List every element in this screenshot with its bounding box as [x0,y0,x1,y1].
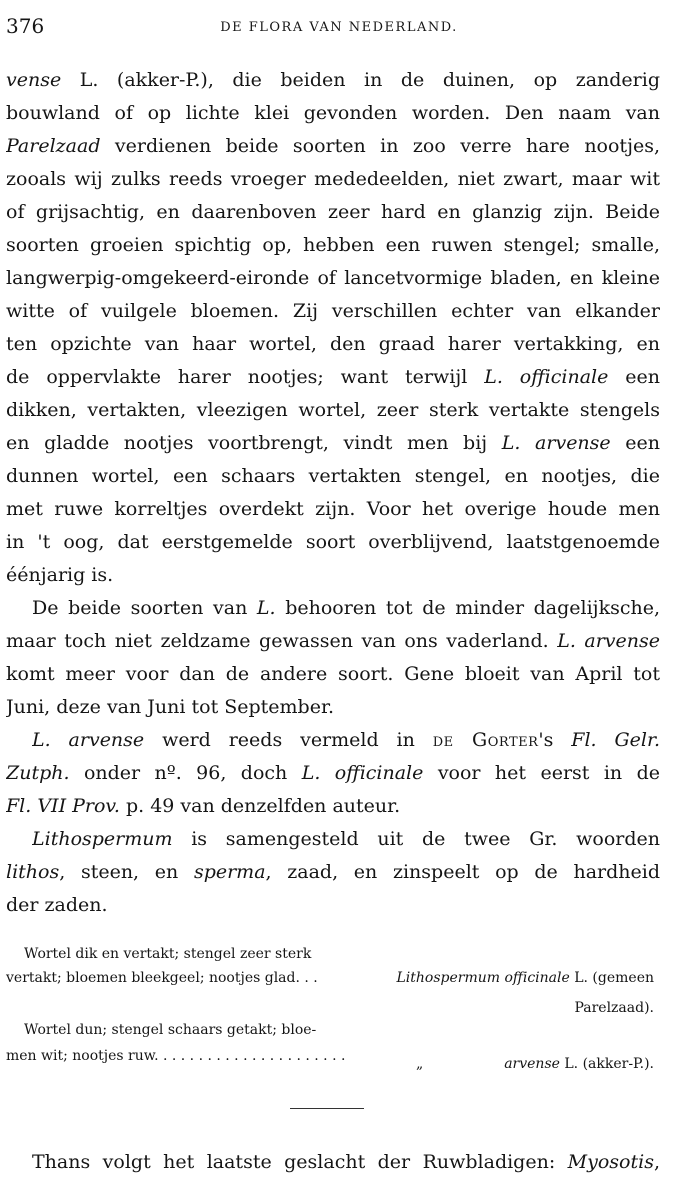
text-line: Lithospermum is samengesteld uit de twee Gr. woorden [32,828,660,850]
text-line: Juni, deze van Juni tot September. [6,696,335,718]
key-line: Wortel dun; stengel schaars getakt; bloe- [24,1022,317,1038]
text-line: Fl. VII Prov. p. 49 van denzelfden auteur. [6,795,401,817]
text-line: Parelzaad verdienen beide soorten in zoo verre hare nootjes, [6,135,660,157]
text-line: zooals wij zulks reeds vroeger mededeelden, niet zwart, maar wit [6,168,660,190]
text-line: dikken, vertakten, vleezigen wortel, zeer sterk vertakte stengels [6,399,660,421]
text-line: of grijsachtig, en daarenboven zeer hard en glanzig zijn. Beide [6,201,660,223]
text-line: bouwland of op lichte klei gevonden worden. Den naam van [6,102,660,124]
text-line: soorten groeien spichtig op, hebben een ruwen stengel; smalle, [6,234,660,256]
text-line: langwerpig-omgekeerd-eironde of lancetvormige bladen, en kleine [6,267,660,289]
key-taxon: Lithospermum officinale L. (gemeen [396,970,654,986]
key-line: men wit; nootjes ruw. . . . . . . . . . . . . . . . . . . . . . [6,1048,346,1064]
text-line: der zaden. [6,894,108,916]
text-line: de oppervlakte harer nootjes; want terwijl L. officinale een [6,366,660,388]
page-number: 376 [6,14,45,38]
text-line: L. arvense werd reeds vermeld in de Gorter's Fl. Gelr. [32,729,660,751]
text-line: lithos, steen, en sperma, zaad, en zinspeelt op de hardheid [6,861,660,883]
key-line: Wortel dik en vertakt; stengel zeer sterk [24,946,312,962]
text-line: komt meer voor dan de andere soort. Gene bloeit van April tot [6,663,660,685]
text-line: vense L. (akker-P.), die beiden in de duinen, op zanderig [6,69,660,91]
text-line: en gladde nootjes voortbrengt, vindt men bij L. arvense een [6,432,660,454]
section-divider [290,1108,364,1109]
text-line: met ruwe korreltjes overdekt zijn. Voor het overige houde men [6,498,660,520]
text-line: ten opzichte van haar wortel, den graad harer vertakking, en [6,333,660,355]
text-line: Zutph. onder nº. 96, doch L. officinale voor het eerst in de [6,762,660,784]
running-title: DE FLORA VAN NEDERLAND. [220,20,458,35]
text-line: maar toch niet zeldzame gewassen van ons vaderland. L. arvense [6,630,660,652]
text-line: Thans volgt het laatste geslacht der Ruwbladigen: Myosotis, [32,1151,660,1173]
text-line: dunnen wortel, een schaars vertakten stengel, en nootjes, die [6,465,660,487]
text-line: éénjarig is. [6,564,114,586]
key-line: vertakt; bloemen bleekgeel; nootjes glad. . . [6,970,318,986]
text-line: witte of vuilgele bloemen. Zij verschillen echter van elkander [6,300,660,322]
key-taxon-common: Parelzaad). [574,1000,654,1016]
text-line: De beide soorten van L. behooren tot de minder dagelijksche, [32,597,660,619]
text-line: in 't oog, dat eerstgemelde soort overblijvend, laatstgenoemde [6,531,660,553]
key-taxon: arvense L. (akker-P.). [504,1056,654,1072]
ditto-mark: „ [416,1056,424,1072]
page-header [6,14,672,44]
